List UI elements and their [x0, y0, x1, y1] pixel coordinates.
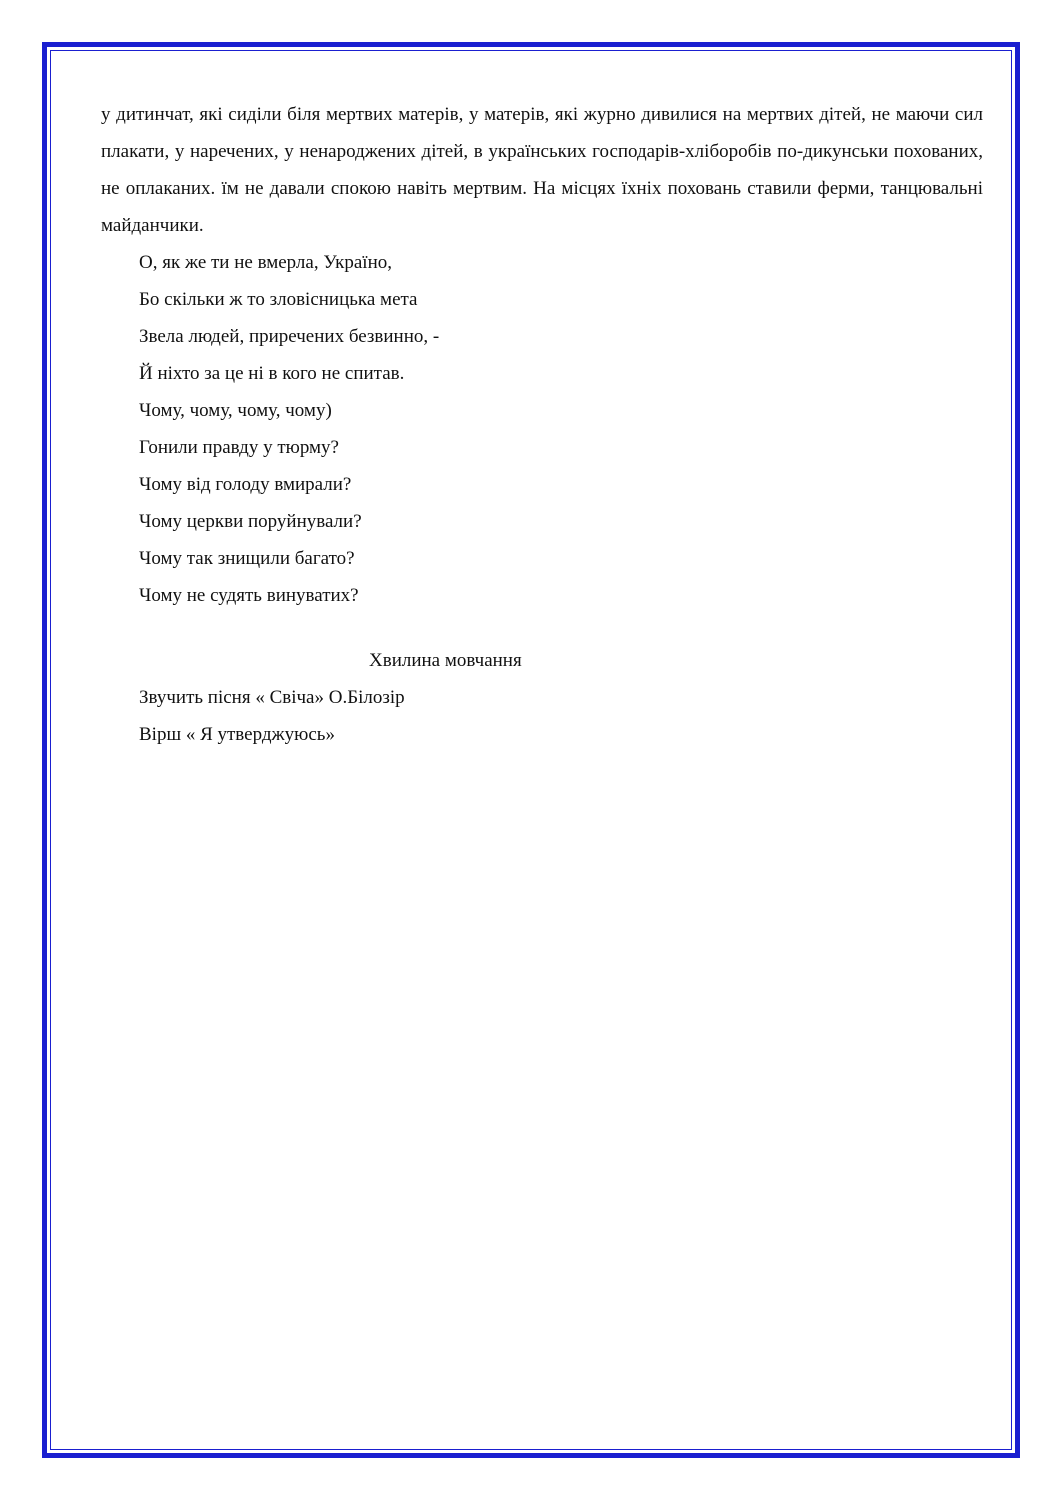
poem-line: Чому не судять винуватих? — [139, 585, 359, 606]
poem-line: Чому церкви поруйнували? — [139, 511, 362, 532]
poem — [101, 244, 983, 614]
intro-paragraph: у дитинчат, які сиділи біля мертвих матерів, у матерів, які журно дивилися на мертвих дітей, не маючи сил плакати, у наречених, у ненароджених дітей, в українських господарів-хліборобів по-дикунськи похованих, не оплаканих. їм не давали спокою навіть мертвим. На місцях їхніх поховань ставили ферми, танцювальні майданчики. — [101, 104, 983, 236]
poem-line: Звела людей, приречених безвинно, - — [139, 326, 440, 347]
poem-line: О, як же ти не вмерла, Україно, — [139, 252, 392, 273]
blank-line — [101, 614, 983, 642]
poem-line: Чому, чому, чому, чому) — [139, 400, 332, 421]
poem-line: Й ніхто за це ні в кого не спитав. — [139, 363, 405, 384]
poem-note: Вірш « Я утверджуюсь» — [139, 724, 335, 745]
poem-line: Чому від голоду вмирали? — [139, 474, 352, 495]
document-body — [101, 96, 983, 753]
poem-line: Гонили правду у тюрму? — [139, 437, 339, 458]
poem-line: Бо скільки ж то зловісницька мета — [139, 289, 418, 310]
song-note: Звучить пісня « Свіча» О.Білозір — [139, 687, 405, 708]
minute-of-silence-heading: Хвилина мовчання — [369, 650, 522, 671]
poem-line: Чому так знищили багато? — [139, 548, 355, 569]
